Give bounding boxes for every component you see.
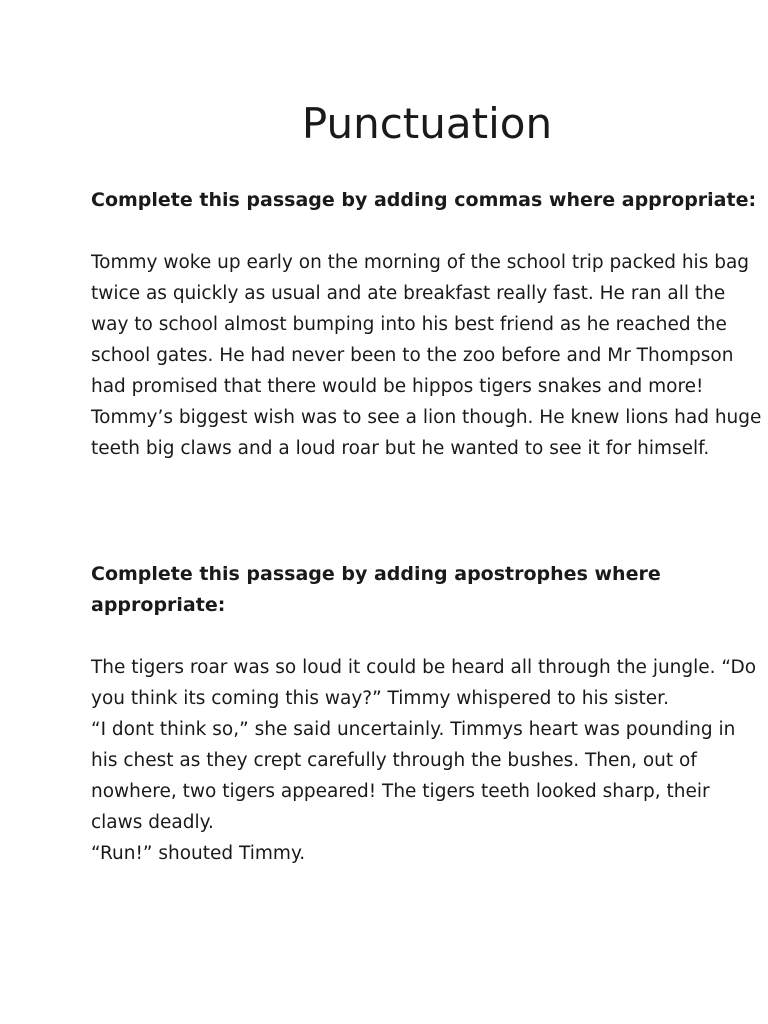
passage-paragraph: Tommy woke up early on the morning of the school trip packed his bag twice as quickly as usual and ate breakfast really fast. He ran all the way to school almost bumping into his best friend as he reached the school gates. He had never been to the zoo before and Mr Thompson had promised that there would be hippos tigers snakes and more! Tommy’s biggest wish was to see a lion though. He knew lions had huge teeth big claws and a loud roar but he wanted to see it for himself. <box>91 252 762 459</box>
passage-paragraph: “I dont think so,” she said uncertainly. Timmys heart was pounding in his chest as they crept carefully through the bushes. Then, out of nowhere, two tigers appeared! The tigers teeth looked sharp, their claws deadly. <box>91 719 736 833</box>
passage-paragraph: “Run!” shouted Timmy. <box>91 843 306 864</box>
passage-paragraph: The tigers roar was so loud it could be heard all through the jungle. “Do you think its coming this way?” Timmy whispered to his sister. <box>91 657 757 709</box>
commas-exercise <box>91 185 763 464</box>
page-title: Punctuation <box>301 99 553 148</box>
commas-instruction: Complete this passage by adding commas where appropriate: <box>91 189 757 211</box>
apostrophes-passage <box>91 652 763 869</box>
apostrophes-instruction: Complete this passage by adding apostrophes where appropriate: <box>91 563 661 616</box>
commas-passage <box>91 247 763 464</box>
apostrophes-exercise <box>91 559 763 869</box>
